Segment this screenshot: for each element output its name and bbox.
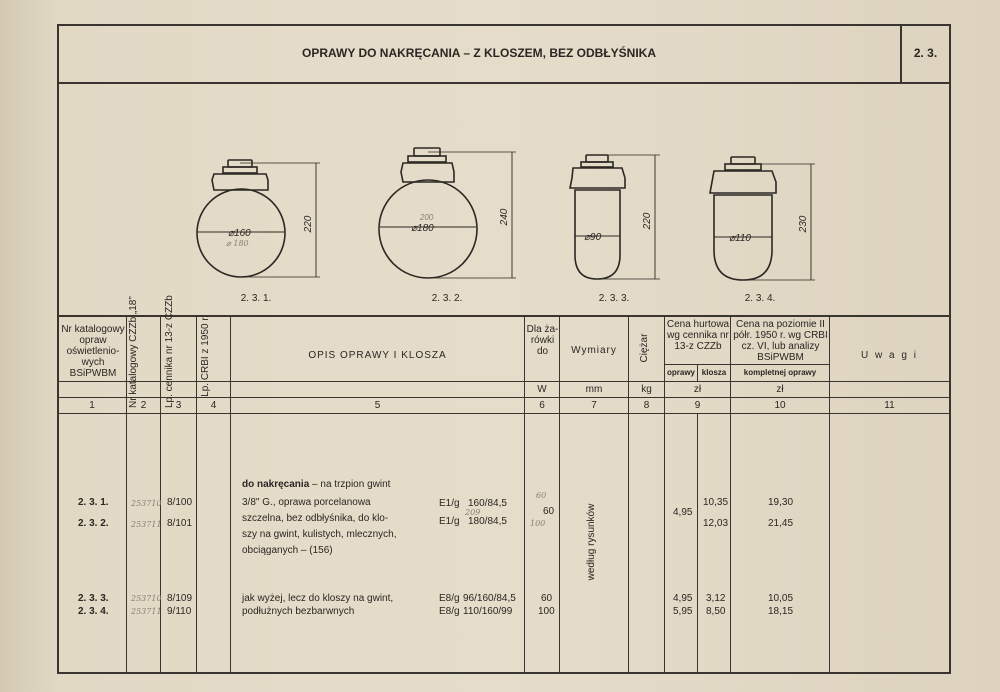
header-price-fixture: oprawy — [666, 368, 695, 377]
row-2-czzb: 253711 — [131, 520, 162, 529]
row-3-price-shade: 3,12 — [706, 593, 726, 604]
row-1-catalog-nr: 2. 3. 1. — [78, 497, 109, 508]
description-1-line-5: obciąganych – (156) — [242, 545, 333, 556]
row-4-price-fixture: 5,95 — [673, 606, 693, 617]
section-number: 2. 3. — [913, 46, 938, 60]
lamp-2-diameter: ⌀180 — [411, 223, 434, 234]
col-line-6 — [559, 315, 560, 673]
lamp-drawings — [0, 0, 1000, 320]
colnum-3: 3 — [175, 400, 182, 411]
row-3-price-fixture: 4,95 — [673, 593, 693, 604]
description-1-line-2: 3/8" G., oprawa porcelanowa — [242, 497, 371, 508]
lamp-drawing-1 — [197, 160, 320, 277]
lamp-drawing-2 — [379, 148, 516, 278]
header-catalog-nr: Nr katalogowy opraw oświetlenio- wych BSiPWBM — [61, 324, 125, 379]
row-4-catalog-nr: 2. 3. 4. — [78, 606, 109, 617]
header-czzb: Nr katalogowy CZZb „18” — [128, 296, 139, 408]
lamp-3-height: 220 — [642, 212, 653, 230]
subheader-line — [664, 364, 830, 365]
lamp-3-label: 2. 3. 3. — [598, 293, 630, 304]
row-3-price-complete: 10,05 — [768, 593, 794, 604]
lamp-4-diameter: ⌀110 — [729, 233, 751, 244]
row-1-watt-hand: 60 — [536, 491, 547, 500]
colnum-line-bottom — [57, 413, 951, 414]
row-2-dims: 180/84,5 — [468, 516, 507, 527]
row-2-price-complete: 21,45 — [768, 518, 794, 529]
row-1-price-fixture: 4,95 — [673, 507, 693, 518]
header-crbi: Lp. CRBI z 1950 r. — [200, 315, 211, 397]
dimensions-note: według rysunków — [586, 503, 597, 581]
header-cennik: Lp. cennika nr 13-z CZZb — [164, 295, 175, 408]
row-4-cennik: 9/110 — [167, 606, 192, 617]
col-line-7 — [628, 315, 629, 673]
col-line-5 — [524, 315, 525, 673]
description-1-bold: do nakręcania — [242, 479, 310, 490]
row-2-cennik: 8/101 — [167, 518, 193, 529]
row-1-dims: 160/84,5 — [468, 498, 507, 509]
row-3-socket: E8/g — [439, 593, 460, 604]
page-title: OPRAWY DO NAKRĘCANIA – Z KLOSZEM, BEZ ODBŁYŚNIKA — [301, 46, 657, 60]
colnum-1: 1 — [89, 400, 95, 411]
row-3-czzb: 253710 — [131, 594, 162, 603]
header-price-shade: klosza — [701, 368, 727, 377]
row-2-price-shade: 12,03 — [703, 518, 729, 529]
unit-zl-wholesale: zł — [693, 384, 702, 395]
row-3-catalog-nr: 2. 3. 3. — [78, 593, 109, 604]
unit-watt: W — [537, 384, 547, 395]
header-price-complete: kompletnej oprawy — [743, 368, 817, 377]
row-4-watt: 100 — [538, 606, 555, 617]
lamp-2-height: 240 — [499, 208, 510, 226]
lamp-4-height: 230 — [798, 215, 809, 233]
unit-mm: mm — [585, 384, 603, 395]
row-4-socket: E8/g — [439, 606, 460, 617]
row-2-socket: E1/g — [439, 516, 460, 527]
description-1-line-3: szczelna, bez odbłyśnika, do klo- — [242, 513, 389, 524]
row-4-price-complete: 18,15 — [768, 606, 794, 617]
frame-bottom — [57, 672, 951, 674]
lamp-3-diameter: ⌀90 — [584, 232, 602, 243]
row-4-dims: 110/160/99 — [463, 606, 513, 617]
header-wholesale-price: Cena hurtowa wg cennika nr 13-z CZZb — [666, 319, 730, 352]
col-line-1 — [126, 315, 127, 673]
row-3-dims: 96/160/84,5 — [463, 593, 516, 604]
colnum-line-top — [57, 397, 951, 398]
col-line-4 — [230, 315, 231, 673]
row-2-watt-hand: 100 — [530, 519, 546, 528]
col-line-3 — [196, 315, 197, 673]
header-dimensions: Wymiary — [571, 345, 617, 356]
colnum-4: 4 — [210, 400, 217, 411]
lamp-1-height: 220 — [303, 215, 314, 233]
description-2-line-1: jak wyżej, lecz do kloszy na gwint, — [242, 593, 394, 604]
row-2-catalog-nr: 2. 3. 2. — [78, 518, 109, 529]
row-4-czzb: 253711 — [131, 607, 162, 616]
colnum-10: 10 — [774, 400, 786, 411]
header-price-level: Cena na poziomie II półr. 1950 r. wg CRBI cz. VI, lub analizy BSiPWBM — [733, 319, 828, 363]
col-line-2 — [160, 315, 161, 673]
header-description: OPIS OPRAWY I KLOSZA — [308, 350, 447, 361]
row-1-cennik: 8/100 — [167, 497, 193, 508]
unit-line-top — [525, 381, 830, 382]
row-3-cennik: 8/109 — [167, 593, 193, 604]
colnum-2: 2 — [140, 400, 147, 411]
lamp-1-diameter: ⌀160 — [228, 228, 251, 239]
col-line-11 — [829, 315, 830, 673]
unit-zl-complete: zł — [776, 384, 784, 395]
description-1-line-1-text: – na trzpion gwint — [312, 479, 391, 490]
header-remarks: U w a g i — [861, 350, 918, 361]
colnum-8: 8 — [643, 400, 650, 411]
colnum-9: 9 — [694, 400, 701, 411]
lamp-4-label: 2. 3. 4. — [744, 293, 776, 304]
lamp-2-hand-note: 200 — [420, 213, 434, 222]
lamp-2-label: 2. 3. 2. — [431, 293, 463, 304]
row-1-socket: E1/g — [439, 498, 460, 509]
colnum-5: 5 — [374, 400, 381, 411]
row-3-watt: 60 — [541, 593, 553, 604]
colnum-7: 7 — [591, 400, 597, 411]
header-weight: Ciężar — [639, 333, 650, 363]
unit-kg: kg — [641, 384, 652, 395]
lamp-1-hand-note: ⌀ 180 — [226, 239, 249, 248]
colnum-6: 6 — [539, 400, 545, 411]
table-top — [57, 315, 951, 317]
row-1-price-shade: 10,35 — [703, 497, 729, 508]
description-1-line-1 — [242, 479, 390, 490]
row-hand-209: 209 — [465, 508, 481, 517]
description-1-line-4: szy na gwint, kulistych, mlecznych, — [242, 529, 397, 540]
colnum-11: 11 — [884, 400, 895, 411]
row-1-watt: 60 — [543, 506, 555, 517]
lamp-1-label: 2. 3. 1. — [240, 293, 272, 304]
header-bulb: Dla ża- rówki do — [526, 324, 559, 357]
description-2-line-2: podłużnych bezbarwnych — [242, 606, 355, 617]
row-4-price-shade: 8,50 — [706, 606, 726, 617]
row-1-czzb: 253710 — [131, 499, 162, 508]
col-line-9-body — [697, 413, 698, 673]
row-1-price-complete: 19,30 — [768, 497, 794, 508]
